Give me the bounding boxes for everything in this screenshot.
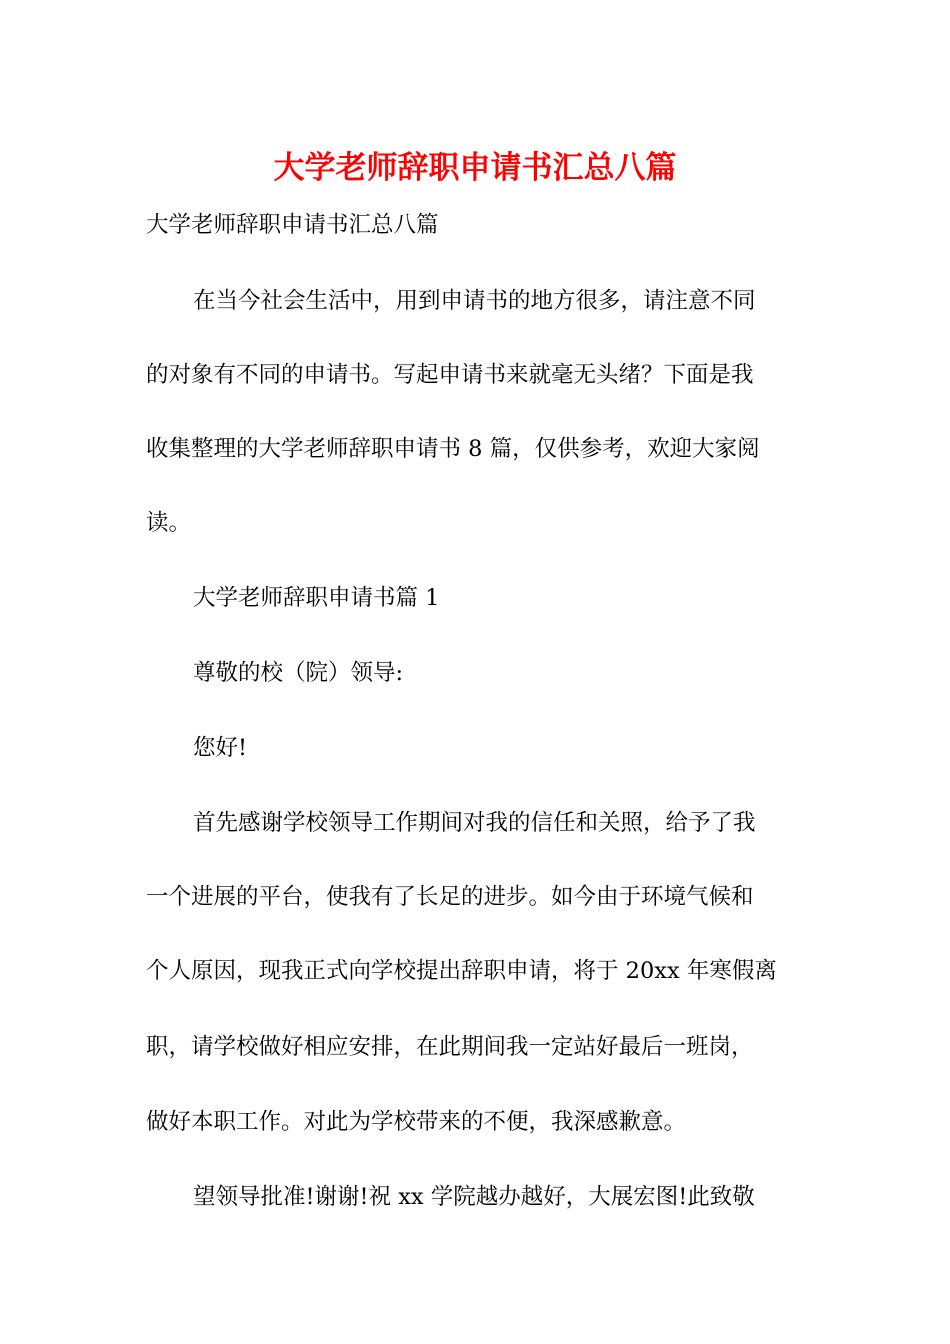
document-subtitle: 大学老师辞职申请书汇总八篇	[146, 212, 439, 238]
intro-line-2: 的对象有不同的申请书。写起申请书来就毫无头绪？下面是我	[146, 362, 754, 388]
intro-line-1: 在当今社会生活中，用到申请书的地方很多，请注意不同	[193, 288, 756, 314]
closing-line: 望领导批准!谢谢!祝 xx 学院越办越好，大展宏图!此致敬	[193, 1184, 755, 1210]
body-line-5: 做好本职工作。对此为学校带来的不便，我深感歉意。	[146, 1109, 687, 1135]
body-line-4: 职，请学校做好相应安排，在此期间我一定站好最后一班岗，	[146, 1034, 754, 1060]
body-line-3: 个人原因，现我正式向学校提出辞职申请，将于 20xx 年寒假离	[146, 958, 777, 984]
intro-line-4: 读。	[146, 510, 192, 536]
document-title: 大学老师辞职申请书汇总八篇	[273, 150, 677, 186]
intro-line-3: 收集整理的大学老师辞职申请书 8 篇，仅供参考，欢迎大家阅	[146, 436, 760, 462]
greeting: 您好!	[193, 735, 248, 761]
section-heading: 大学老师辞职申请书篇 1	[193, 585, 440, 611]
body-line-2: 一个进展的平台，使我有了长足的进步。如今由于环境气候和	[146, 884, 754, 910]
body-line-1: 首先感谢学校领导工作期间对我的信任和关照，给予了我	[193, 810, 756, 836]
salutation: 尊敬的校（院）领导:	[193, 660, 404, 686]
